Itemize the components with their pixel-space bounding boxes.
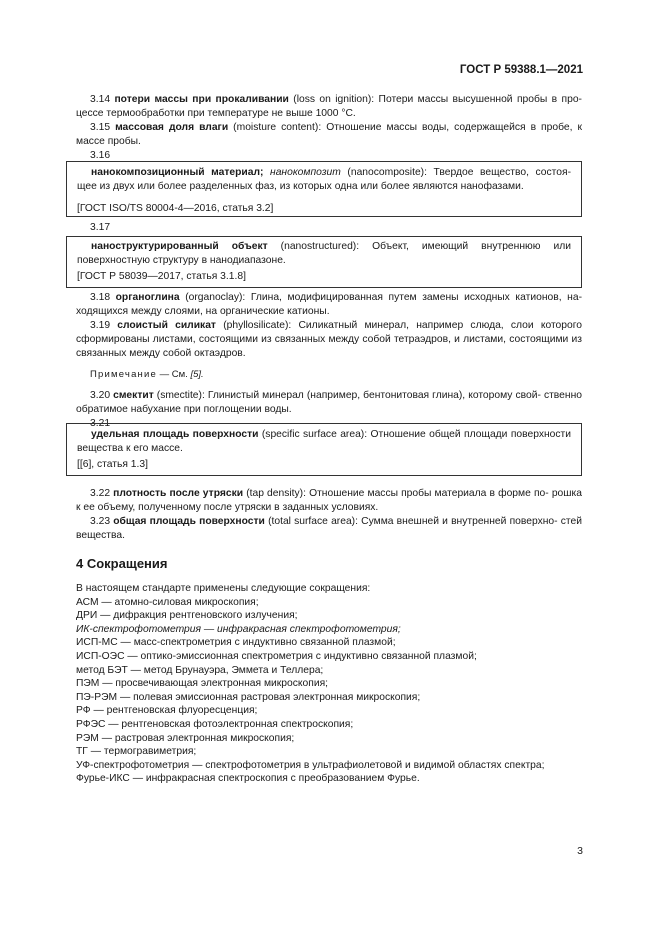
term-3-22: 3.22 плотность после утряски (tap density): Отношение массы пробы материала в форме по- рошка к ее объему, полученному после утряски в заданных условиях. bbox=[76, 488, 582, 513]
term-3-17-box bbox=[66, 236, 582, 288]
term-3-23: 3.23 общая площадь поверхности (total surface area): Сумма внешней и внутренней поверхно- стей вещества. bbox=[76, 516, 582, 541]
list-item: ТГ — термогравиметрия; bbox=[76, 746, 197, 758]
terms-block-3 bbox=[76, 487, 582, 543]
terms-block-2 bbox=[76, 291, 582, 431]
term-3-21: удельная площадь поверхности (specific surface area): Отношение общей площади поверхности вещества к его массе. bbox=[77, 429, 571, 454]
document-header: ГОСТ Р 59388.1—2021 bbox=[459, 64, 583, 76]
term-3-17: наноструктурированный объект (nanostructured): Объект, имеющий внутреннюю или поверхностную структуру в нанодиапазоне. bbox=[77, 241, 571, 266]
list-item: Фурье-ИКС — инфракрасная спектроскопия с преобразованием Фурье. bbox=[76, 773, 420, 785]
list-item: метод БЭТ — метод Брунауэра, Эммета и Теллера; bbox=[76, 664, 324, 676]
list-item: ДРИ — дифракция рентгеновского излучения; bbox=[76, 610, 298, 622]
list-item: РЭМ — растровая электронная микроскопия; bbox=[76, 732, 295, 744]
term-3-16-box bbox=[66, 161, 582, 217]
list-item: РФ — рентгеновская флуоресценция; bbox=[76, 705, 258, 717]
term-title: потери массы при прокаливании bbox=[114, 94, 289, 105]
term-title: слоистый силикат bbox=[117, 320, 216, 331]
term-3-15: 3.15 массовая доля влаги (moisture content): Отношение массы воды, содержащейся в пробе, к массе пробы. bbox=[76, 122, 582, 147]
term-3-14: 3.14 потери массы при прокаливании (loss on ignition): Потери массы высушенной пробы в про- цессе термообработки при температуре не выше 1000 °С. bbox=[76, 94, 582, 119]
term-3-18: 3.18 органоглина (organoclay): Глина, модифицированная путем замены исходных катионов, на- ходящихся между слоями, на органические катионы. bbox=[76, 292, 582, 317]
list-item: АСМ — атомно-силовая микроскопия; bbox=[76, 596, 259, 608]
term-title: удельная площадь поверхности bbox=[91, 429, 259, 440]
term-3-16-source: [ГОСТ ISO/TS 80004-4—2016, статья 3.2] bbox=[77, 203, 274, 214]
page-number: 3 bbox=[577, 845, 583, 857]
term-3-21-box bbox=[66, 423, 582, 476]
terms-block-1 bbox=[76, 93, 582, 163]
term-title: наноструктурированный объект bbox=[91, 241, 268, 252]
term-3-16-number: 3.16 bbox=[90, 150, 111, 161]
section-4-title: 4 Сокращения bbox=[76, 556, 168, 571]
term-3-19-note: Примечание — См. [5]. bbox=[90, 369, 204, 380]
list-item: ИСП-МС — масс-спектрометрия с индуктивно связанной плазмой; bbox=[76, 637, 396, 649]
term-3-19: 3.19 слоистый силикат (phyllosilicate): Силикатный минерал, например слюда, слои которого сформированы листами, состоящими из связанных между собой тетраэдров, и листами, состоящими из связанных между собой октаэдров. bbox=[76, 320, 582, 359]
list-item: ПЭ-РЭМ — полевая эмиссионная растровая электронная микроскопия; bbox=[76, 691, 421, 703]
term-3-16: нанокомпозиционный материал; нанокомпозит (nanocomposite): Твердое вещество, состоя- щее из двух или более разделенных фаз, из которых одна или более являются нанофазами. bbox=[77, 167, 572, 192]
term-3-21-number: 3.21 bbox=[90, 418, 111, 429]
list-item: РФЭС — рентгеновская фотоэлектронная спектроскопия; bbox=[76, 718, 354, 730]
abbreviations-intro: В настоящем стандарте применены следующие сокращения: bbox=[76, 583, 371, 594]
list-item: УФ-спектрофотометрия — спектрофотометрия в ультрафиолетовой и видимой областях спектра; bbox=[76, 759, 545, 771]
list-item: ПЭМ — просвечивающая электронная микроскопия; bbox=[76, 678, 329, 690]
term-title: нанокомпозиционный материал; bbox=[91, 167, 264, 178]
term-title: массовая доля влаги bbox=[115, 122, 229, 133]
term-title: плотность после утряски bbox=[113, 488, 244, 499]
term-3-21-source: [[6], статья 1.3] bbox=[77, 459, 148, 470]
abbreviations-list bbox=[76, 582, 582, 786]
term-title: смектит bbox=[113, 390, 154, 401]
term-title: общая площадь поверхности bbox=[113, 516, 265, 527]
term-3-20: 3.20 смектит (smectite): Глинистый минерал (например, бентонитовая глина), которому свой- ственно обратимое набухание при поглощении воды. bbox=[76, 390, 582, 415]
term-3-17-source: [ГОСТ Р 58039—2017, статья 3.1.8] bbox=[77, 271, 246, 282]
list-item: ИСП-ОЭС — оптико-эмиссионная спектрометрия с индуктивно связанной плазмой; bbox=[76, 650, 477, 662]
list-item: ИК-спектрофотометрия — инфракрасная спектрофотометрия; bbox=[76, 623, 401, 635]
term-title: органоглина bbox=[115, 292, 180, 303]
term-3-17-number-row: 3.17 bbox=[90, 222, 111, 233]
